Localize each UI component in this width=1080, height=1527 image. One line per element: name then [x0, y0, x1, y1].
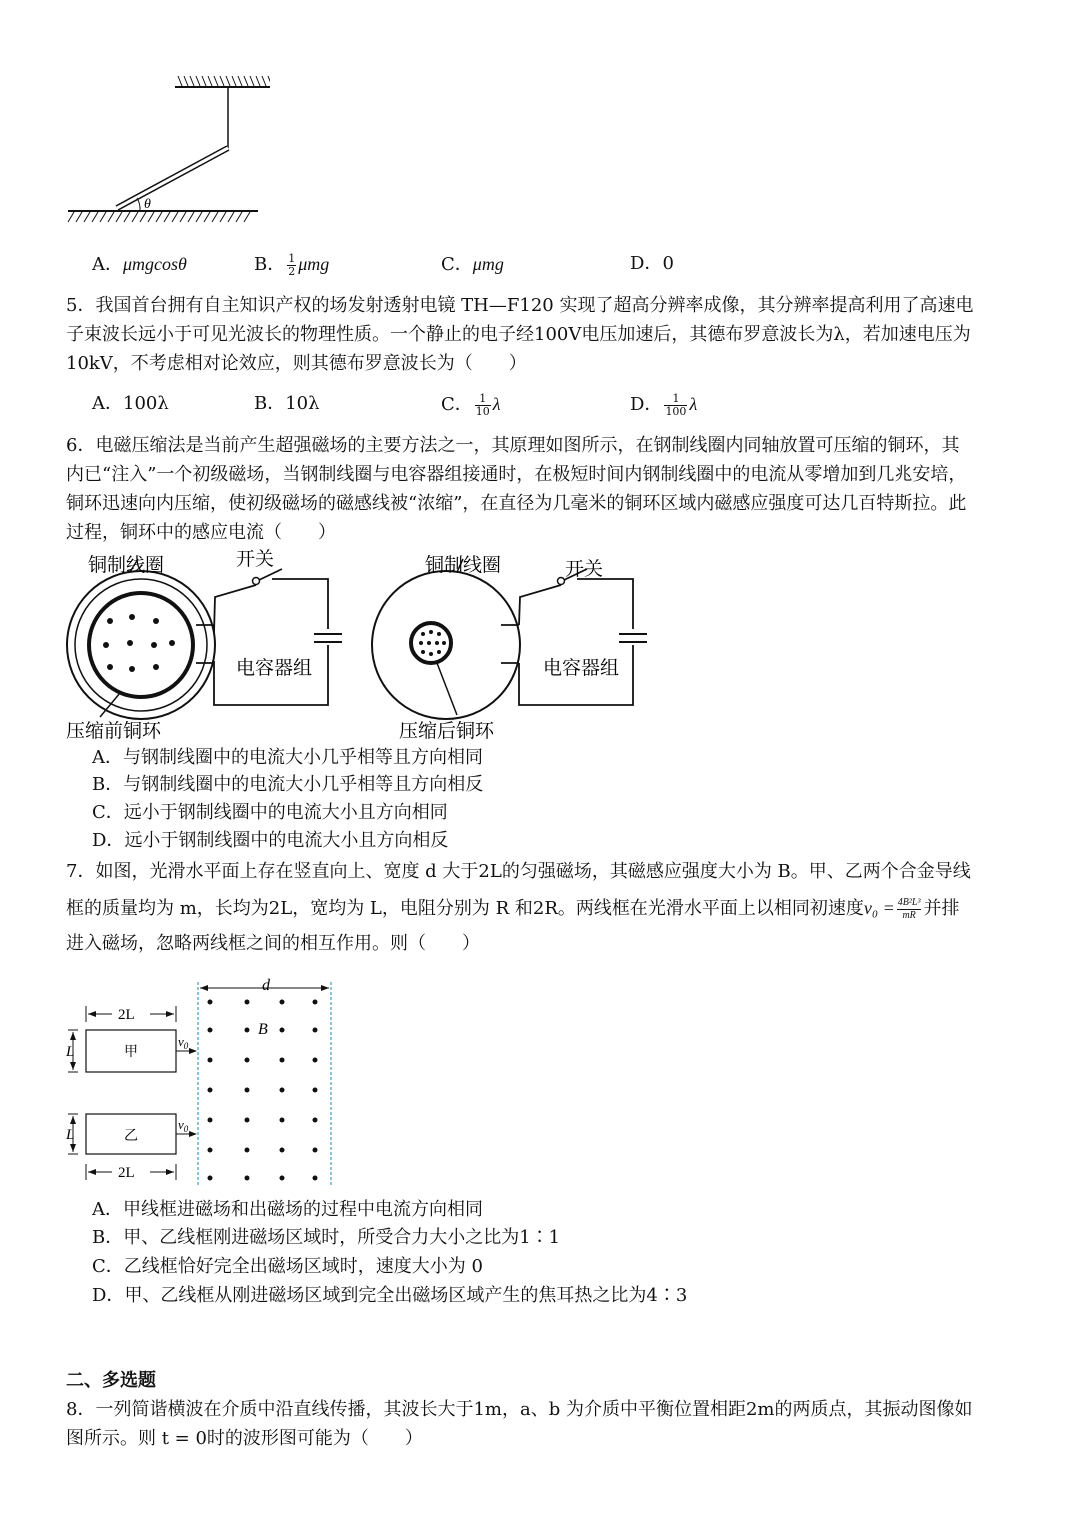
q5-option-b: B．10λ [254, 393, 320, 414]
q6-figure [60, 545, 660, 745]
q7-stem: 7．如图，光滑水平面上存在竖直向上、宽度 d 大于2L的匀强磁场，其磁感应强度大小为 B。甲、乙两个合金导线 框的质量均为 m，长均为2L，宽均为 L，电阻分别为 R 和2R。两线框在光滑水平面上以相同初速度v₀ = $\frac{\text{4B²L³}}{mR}$ 并排 进入磁场，忽略两线框之间的相互作用。则（ ） [66, 861, 971, 954]
section-heading: 二、多选题 [66, 1370, 156, 1391]
q7-option-b: B．甲、乙线框刚进磁场区域时，所受合力大小之比为1∶1 [92, 1227, 561, 1248]
q7-figure [60, 972, 360, 1192]
q7-d-label: d [262, 977, 270, 994]
svg-text:v0: $v_0$ [178, 1117, 189, 1134]
q8-stem: 8．一列简谐横波在介质中沿直线传播，其波长大于1m，a、b 为介质中平衡位置相距2m的两质点，其振动图像如 图所示。则 t = 0时的波形图可能为（ ） [66, 1399, 973, 1449]
q4-option-a: A．μmgcosθ [92, 254, 187, 275]
q5-option-a: A．100λ [92, 393, 169, 414]
q6-left-diagram [66, 548, 342, 742]
q6-switch-label-right: 开关 [565, 558, 604, 580]
q7-wid-label-top: L [66, 1044, 75, 1060]
q6-coil-label-left: 铜制线圈 [88, 554, 165, 576]
q6-coil-label-right: 铜制线圈 [425, 554, 502, 576]
theta-label: θ [144, 197, 151, 212]
q6-switch-label-left: 开关 [236, 548, 275, 570]
q5-option-c: C． $\frac{1}{10}$ λ [441, 391, 501, 418]
q4-option-b: B． $\frac{1}{2}$ μmg [254, 251, 330, 278]
q4-option-c: C．μmg [441, 254, 504, 275]
q7-option-c: C．乙线框恰好完全出磁场区域时，速度大小为 0 [92, 1256, 483, 1277]
q6-right-diagram [372, 554, 647, 742]
q6-before-label: 压缩前铜环 [66, 720, 162, 742]
q7-option-a: A．甲线框进磁场和出磁场的过程中电流方向相同 [92, 1199, 483, 1220]
q6-option-a: A．与钢制线圈中的电流大小几乎相等且方向相同 [92, 747, 483, 768]
q6-capacitor-label-right: 电容器组 [543, 657, 620, 679]
q6-after-label: 压缩后铜环 [399, 720, 495, 742]
q7-v0-top: v [178, 1034, 184, 1049]
q6-capacitor-label-left: 电容器组 [236, 657, 313, 679]
q6-option-c: C．远小于钢制线圈中的电流大小且方向相同 [92, 802, 448, 823]
q5-stem: 5．我国首台拥有自主知识产权的场发射透射电镜 TH—F120 实现了超高分辨率成像，其分辨率提高利用了高速电 子束波长远小于可见光波长的物理性质。一个静止的电子经100V电压加速后，其德布罗意波长为λ，若加速电压为 10kV，不考虑相对论效应，则其德布罗意波长为（ ） [66, 295, 974, 374]
q7-jia-label: 甲 [124, 1044, 138, 1060]
q7-len-label-top: 2L [118, 1007, 135, 1023]
q7-v0-bottom: v [178, 1117, 184, 1132]
svg-text:v0: $v_0$ [178, 1034, 189, 1051]
q7-option-d: D．甲、乙线框从刚进磁场区域到完全出磁场区域产生的焦耳热之比为4∶3 [92, 1285, 688, 1306]
q6-option-b: B．与钢制线圈中的电流大小几乎相等且方向相反 [92, 774, 484, 795]
q6-stem: 6．电磁压缩法是当前产生超强磁场的主要方法之一，其原理如图所示，在钢制线圈内同轴放置可压缩的铜环，其 内已“注入”一个初级磁场，当钢制线圈与电容器组接通时，在极短时间内钢制线圈中的电流从零增加到几兆安培， 铜环迅速向内压缩，使初级磁场的磁感线被“浓缩”，在直径为几毫米的铜环区域内磁感应强度可达几百特斯拉。此 过程，铜环中的感应电流（ ） [66, 435, 967, 543]
q5-option-d: D． $\frac{1}{100}$ λ [630, 391, 698, 418]
q6-option-d: D．远小于钢制线圈中的电流大小且方向相反 [92, 830, 449, 851]
q4-figure [60, 70, 270, 230]
q7-yi-label: 乙 [124, 1128, 138, 1144]
q7-wid-label-bottom: L [66, 1127, 75, 1143]
q7-len-label-bottom: 2L [118, 1165, 135, 1181]
q7-b-label: B [258, 1021, 268, 1038]
q4-option-d: D．0 [630, 253, 674, 274]
